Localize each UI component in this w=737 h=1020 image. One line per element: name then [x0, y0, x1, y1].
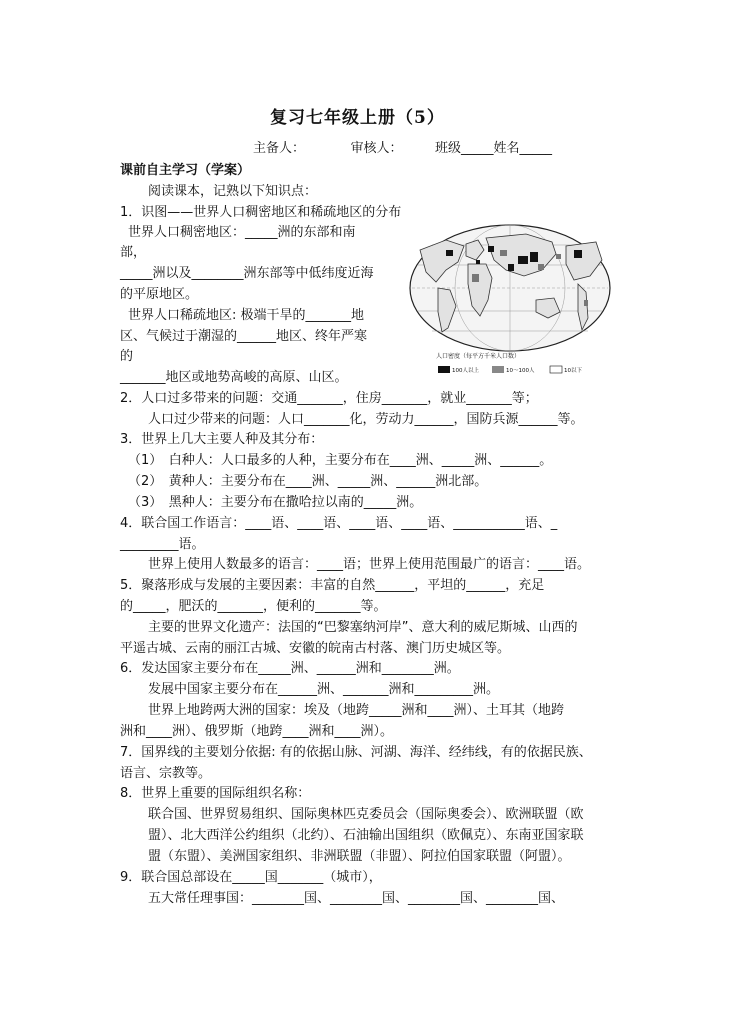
legend-swatch-sparse — [550, 366, 562, 373]
item-7: 7．国界线的主要划分依据: 有的依据山脉、河湖、海洋、经纬线，有的依据民族、 — [120, 745, 592, 760]
item-6-line: 发展中国家主要分布在______洲、_______洲和_________洲。 — [148, 682, 500, 697]
item-8: 8．世界上重要的国际组织名称： — [120, 786, 311, 801]
item-6-line: 洲和____洲）、俄罗斯（地跨____洲和____洲）。 — [120, 724, 394, 739]
item-6-line: 世界上地跨两大洲的国家：埃及（地跨_____洲和____洲）、土耳其（地跨 — [148, 703, 565, 718]
item-8-line: 盟（东盟）、美洲国家组织、非洲联盟（非盟）、阿拉伯国家联盟（阿盟）。 — [148, 849, 571, 864]
item-8-line: 盟）、北大西洋公约组织（北约）、石油输出国组织（欧佩克）、东南亚国家联 — [148, 828, 584, 843]
map-legend-title: 人口密度（每平方千米人口数） — [436, 353, 521, 360]
item-9-line: 五大常任理事国：________国、________国、________国、________国、 — [148, 891, 565, 906]
item-1-line: _____洲以及________洲东部等中低纬度近海 — [120, 266, 374, 281]
item-1-line: 的平原地区。 — [120, 287, 199, 302]
world-map-figure — [406, 220, 614, 377]
item-3: 3．世界上几大主要人种及其分布： — [120, 432, 324, 447]
item-7-line: 语言、宗教等。 — [120, 766, 212, 781]
population-map — [406, 220, 614, 377]
item-1-line: 的 — [120, 349, 134, 364]
item-5: 5．聚落形成与发展的主要因素：丰富的自然______，平坦的______，充足 — [120, 578, 545, 593]
item-1-line: 世界人口稠密地区：_____洲的东部和南 — [128, 225, 356, 240]
item-6: 6．发达国家主要分布在_____洲、______洲和________洲。 — [120, 661, 460, 676]
item-3-line: （3） 黑种人：主要分布在撒哈拉以南的_____洲。 — [128, 495, 423, 510]
item-5-line: 平遥古城、云南的丽江古城、安徽的皖南古村落、澳门历史城区等。 — [120, 641, 511, 656]
item-1-line: 世界人口稀疏地区: 极端干旱的_______地 — [128, 308, 365, 323]
item-2-line: 人口过少带来的问题：人口_______化，劳动力______，国防兵源______等。 — [148, 412, 584, 427]
legend-label-sparse: 10以下 — [564, 368, 582, 374]
item-1-line: 部， — [120, 245, 147, 260]
item-4-line: _________语。 — [120, 537, 205, 552]
item-2: 2．人口过多带来的问题：交通_______，住房_______，就业_______等； — [120, 391, 538, 406]
item-5-line: 的_____，肥沃的_______，便利的_______等。 — [120, 599, 387, 614]
item-8-line: 联合国、世界贸易组织、国际奥林匹克委员会（国际奥委会）、欧洲联盟（欧 — [148, 807, 584, 822]
page-title: 复习七年级上册（5） — [270, 108, 445, 128]
legend-label-dense: 100人以上 — [452, 368, 479, 374]
item-1-line: _______地区或地势高峻的高原、山区。 — [120, 370, 348, 385]
item-3-line: （1） 白种人：人口最多的人种，主要分布在____洲、_____洲、______。 — [128, 453, 553, 468]
intro-text: 阅读课本，记熟以下知识点： — [148, 184, 318, 199]
item-1: 1．识图——世界人口稠密地区和稀疏地区的分布 — [120, 205, 402, 220]
header-info: 主备人： 审核人： 班级_____姓名_____ — [253, 141, 553, 156]
item-9: 9．联合国总部设在_____国_______（城市）， — [120, 870, 382, 885]
legend-label-medium: 10～100人 — [506, 368, 535, 374]
section-heading: 课前自主学习（学案） — [120, 163, 251, 178]
legend-swatch-medium — [492, 366, 504, 373]
item-4: 4．联合国工作语言：____语、____语、____语、____语、___________语、_ — [120, 516, 558, 531]
legend-swatch-dense — [438, 366, 450, 373]
item-4-line: 世界上使用人数最多的语言：____语；世界上使用范围最广的语言：____语。 — [148, 557, 591, 572]
item-1-line: 区、气候过于潮湿的______地区、终年严寒 — [120, 329, 368, 344]
item-5-line: 主要的世界文化遗产：法国的“巴黎塞纳河岸”、意大利的威尼斯城、山西的 — [148, 620, 578, 635]
item-3-line: （2） 黄种人：主要分布在____洲、_____洲、______洲北部。 — [128, 474, 488, 489]
